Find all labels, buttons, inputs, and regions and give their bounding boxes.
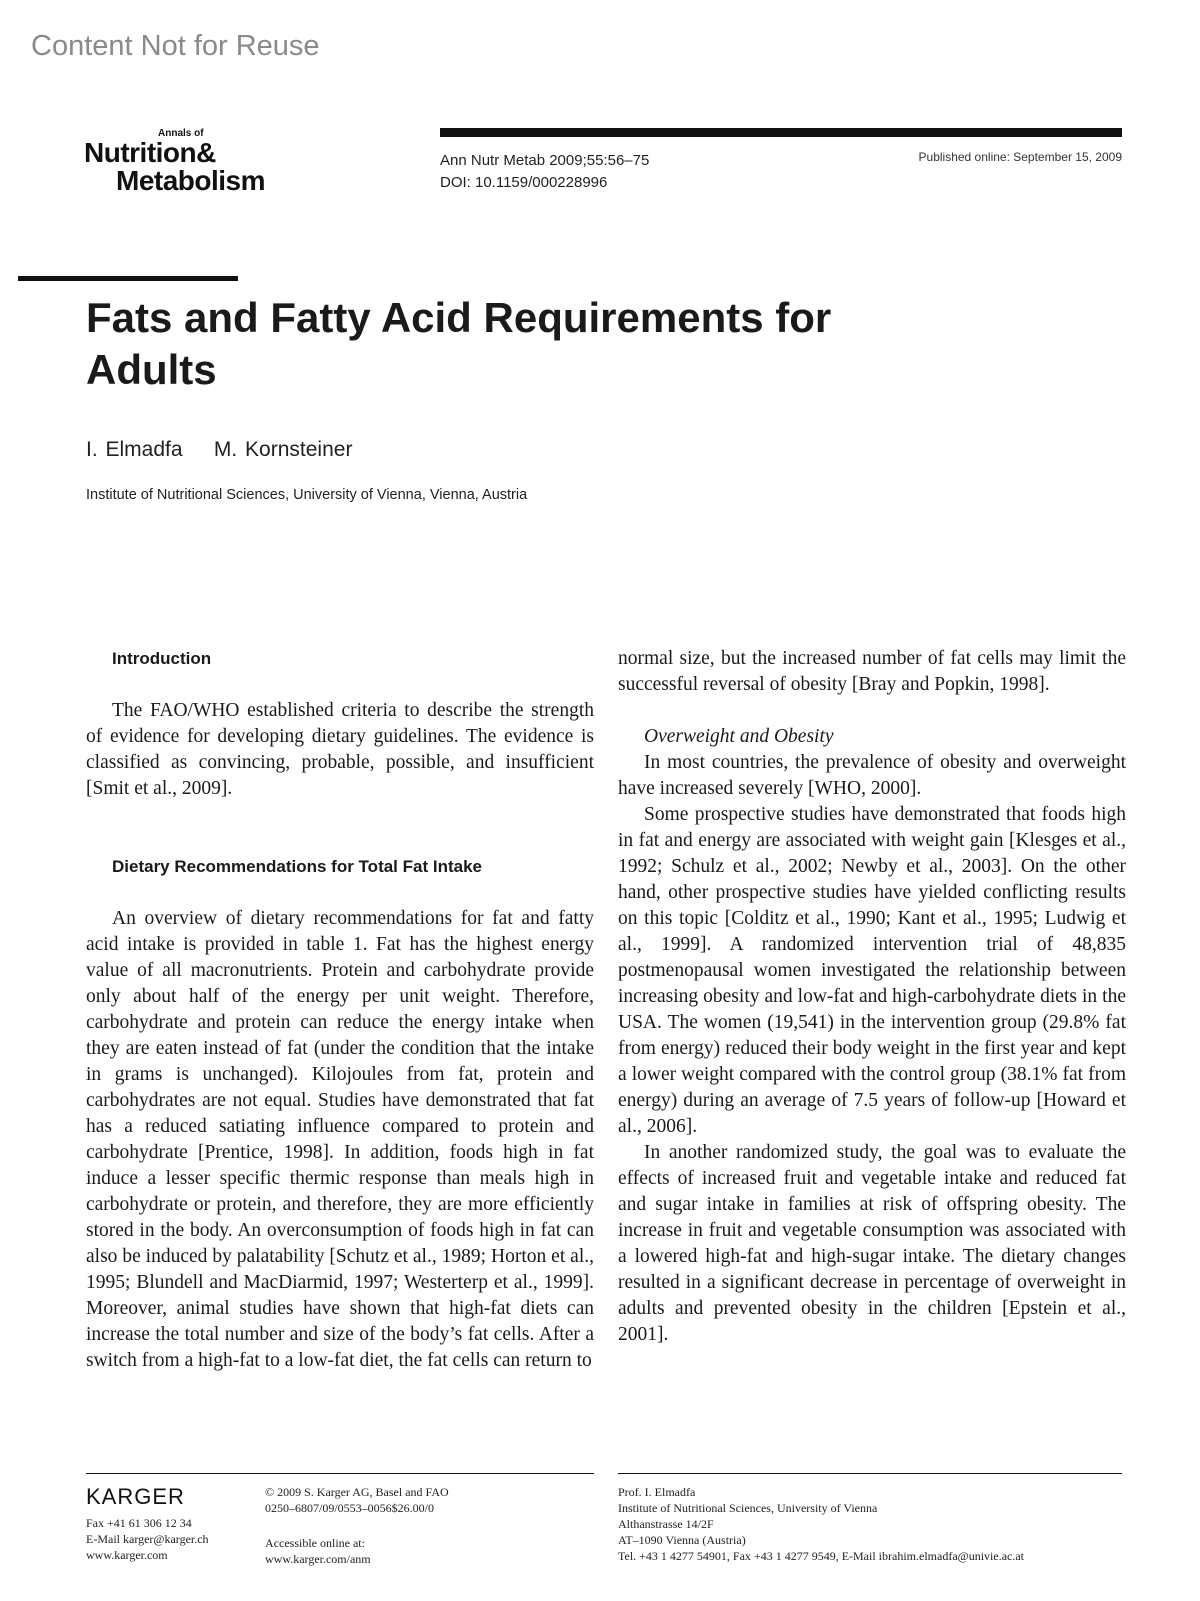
contact-phone-email[interactable]: Tel. +43 1 4277 54901, Fax +43 1 4277 9549, E-Mail ibrahim.elmadfa@univie.ac.at bbox=[618, 1549, 1025, 1563]
intro-paragraph: The FAO/WHO established criteria to describe the strength of evidence for developing dietary guidelines. The evidence is classified as convincing, probable, possible, and insufficient [Smit et al., 2009]. bbox=[86, 700, 594, 799]
accessible-url[interactable]: www.karger.com/anm bbox=[265, 1552, 371, 1566]
journal-citation bbox=[440, 150, 649, 194]
issn-line: 0250–6807/09/0553–0056$26.00/0 bbox=[265, 1501, 435, 1515]
copyright-line: © 2009 S. Karger AG, Basel and FAO bbox=[265, 1485, 449, 1499]
overweight-paragraph-1: In most countries, the prevalence of obesity and overweight have increased severely [WHO, 2000]. bbox=[618, 752, 1126, 799]
title-line-1: Fats and Fatty Acid Requirements for bbox=[86, 294, 832, 341]
publisher-contact bbox=[86, 1515, 209, 1563]
subsection-heading-overweight: Overweight and Obesity bbox=[644, 726, 834, 747]
overweight-paragraph-3: In another randomized study, the goal was to evaluate the effects of increased fruit and vegetable intake and reduced fat and sugar intake in families at risk of offspring obesity. The increase in fruit and vegetable consumption was associated with a lowered high-fat and high-sugar intake. The dietary changes resulted in a significant decrease in percentage of overweight in adults and prevented obesity in the children [Epstein et al., 2001]. bbox=[618, 1142, 1126, 1345]
contact-name: Prof. I. Elmadfa bbox=[618, 1485, 696, 1499]
section-heading-introduction: Introduction bbox=[112, 649, 212, 668]
journal-logo bbox=[84, 128, 294, 198]
footer-rule-left bbox=[86, 1473, 594, 1474]
footer-rule-right bbox=[618, 1473, 1122, 1474]
publisher-logo: KARGER bbox=[86, 1484, 185, 1509]
logo-nutrition-text: Nutrition& bbox=[84, 137, 216, 168]
logo-metabolism-text: Metabolism bbox=[116, 165, 266, 196]
continued-paragraph: normal size, but the increased number of fat cells may limit the successful reversal of obesity [Bray and Popkin, 1998]. bbox=[618, 648, 1126, 695]
correspondence-address bbox=[618, 1484, 1024, 1564]
contact-institute: Institute of Nutritional Sciences, University of Vienna bbox=[618, 1501, 878, 1515]
citation-line: Ann Nutr Metab 2009;55:56–75 bbox=[440, 152, 650, 169]
title-rule bbox=[18, 276, 238, 281]
accessible-label: Accessible online at: bbox=[265, 1536, 365, 1550]
left-column bbox=[86, 646, 594, 1374]
section-heading-dietary: Dietary Recommendations for Total Fat Intake bbox=[112, 857, 482, 876]
copyright-block bbox=[265, 1484, 449, 1516]
contact-street: Althanstrasse 14/2F bbox=[618, 1517, 714, 1531]
author-2: M. Kornsteiner bbox=[213, 438, 353, 461]
title-line-2: Adults bbox=[86, 346, 217, 393]
doi-line[interactable]: DOI: 10.1159/000228996 bbox=[440, 174, 608, 191]
watermark-text: Content Not for Reuse bbox=[31, 30, 320, 62]
article-title bbox=[86, 292, 986, 396]
right-column bbox=[618, 646, 1126, 1348]
accessible-online bbox=[265, 1535, 371, 1567]
dietary-paragraph: An overview of dietary recommendations for fat and fatty acid intake is provided in table 1. Fat has the highest energy value of all macronutrients. Protein and carbohydrate provide only about half of the energy per unit weight. Therefore, carbohydrate and protein can reduce the energy intake when they are eaten instead of fat (under the condition that the intake in grams is unchanged). Kilojoules from fat, protein and carbohydrates are not equal. Studies have demonstrated that fat has a reduced satiating influence compared to protein and carbohydrate [Prentice, 1998]. In addition, foods high in fat induce a lesser specific thermic response than meals high in carbohydrate or protein, and therefore, they are more efficiently stored in the body. An overconsumption of foods high in fat can also be induced by palatability [Schutz et al., 1989; Horton et al., 1995; Blundell and MacDiarmid, 1997; Westerterp et al., 1999]. Moreover, animal studies have shown that high-fat diets can increase the total number and size of the body’s fat cells. After a switch from a high-fat to a low-fat diet, the fat cells can return to bbox=[86, 908, 594, 1371]
publisher-website[interactable]: www.karger.com bbox=[86, 1548, 168, 1562]
logo-annals-text: Annals of bbox=[158, 128, 204, 139]
overweight-paragraph-2: Some prospective studies have demonstrated that foods high in fat and energy are associated with weight gain [Klesges et al., 1992; Schulz et al., 2002; Newby et al., 2003]. On the other hand, other prospective studies have yielded conflicting results on this topic [Colditz et al., 1990; Kant et al., 1995; Ludwig et al., 1999]. A randomized intervention trial of 48,835 postmenopausal women investigated the relationship between increasing obesity and low-fat and high-carbohydrate diets in the USA. The women (19,541) in the intervention group (29.8% fat from energy) reduced their body weight in the first year and kept a lower weight compared with the control group (38.1% fat from energy) during an average of 7.5 years of follow-up [Howard et al., 2006]. bbox=[618, 804, 1126, 1137]
publisher-email[interactable]: E-Mail karger@karger.ch bbox=[86, 1532, 209, 1546]
publisher-fax: Fax +41 61 306 12 34 bbox=[86, 1516, 192, 1530]
header-rule bbox=[440, 128, 1122, 137]
published-date: Published online: September 15, 2009 bbox=[918, 150, 1122, 164]
author-list bbox=[86, 438, 352, 462]
contact-city: AT–1090 Vienna (Austria) bbox=[618, 1533, 746, 1547]
author-1: I. Elmadfa bbox=[86, 438, 183, 461]
author-affiliation: Institute of Nutritional Sciences, University of Vienna, Vienna, Austria bbox=[86, 487, 528, 503]
